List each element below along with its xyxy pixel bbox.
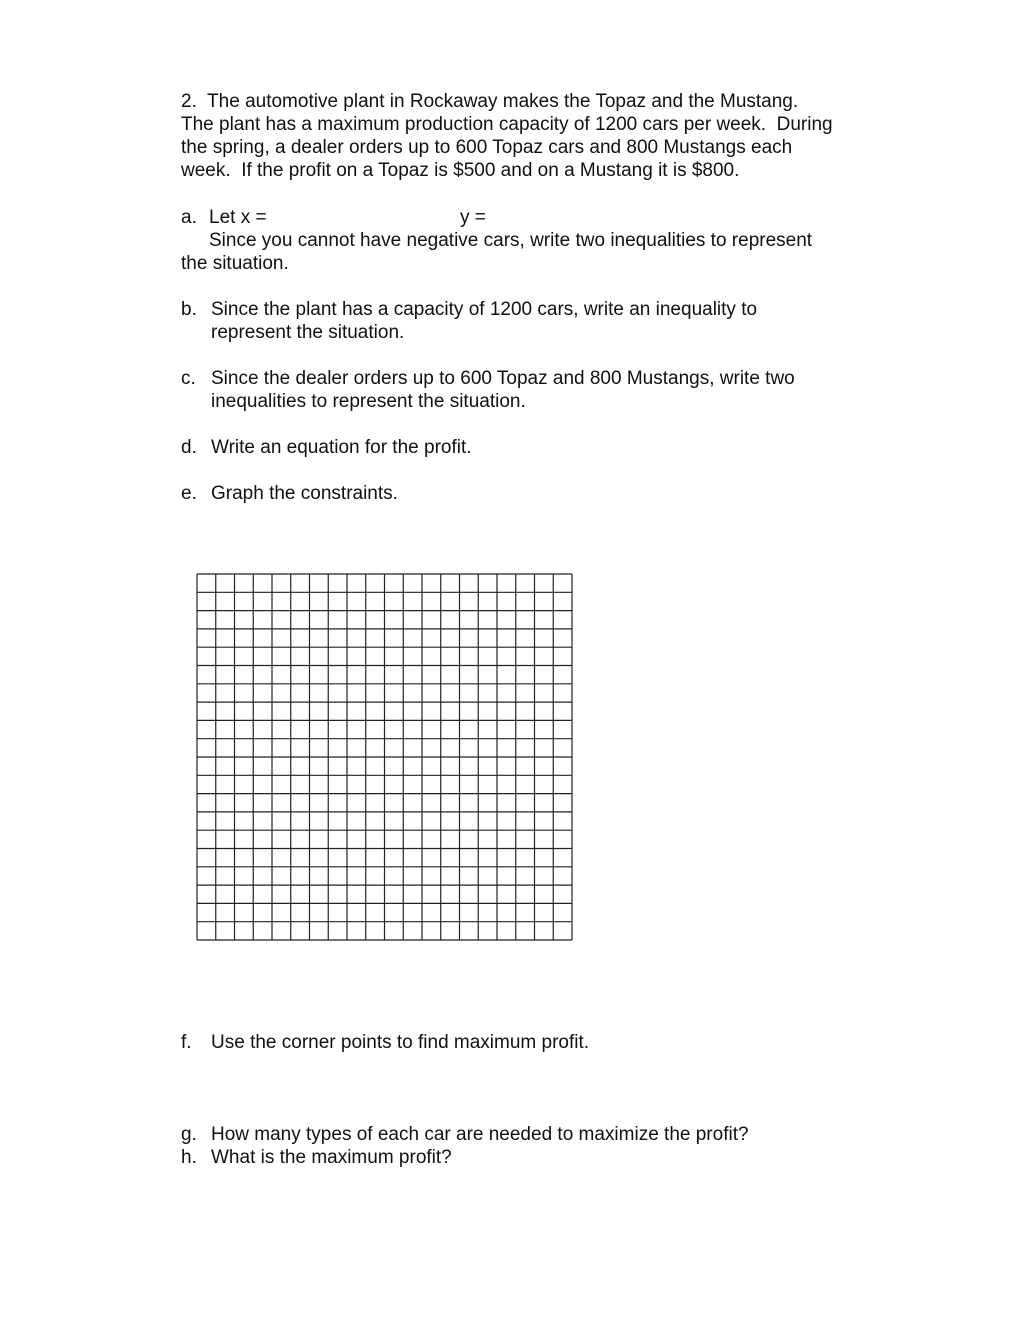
part-e-letter: e. [181, 483, 197, 504]
part-c-letter: c. [181, 368, 196, 389]
part-g-letter: g. [181, 1124, 197, 1145]
part-b-line-1: Since the plant has a capacity of 1200 cars, write an inequality to [211, 299, 758, 320]
part-b-letter: b. [181, 299, 197, 320]
part-a-line-3: the situation. [181, 253, 289, 274]
part-g-text: How many types of each car are needed to maximize the profit? [211, 1124, 749, 1145]
part-c-line-2: inequalities to represent the situation. [211, 391, 526, 412]
part-c-line-1: Since the dealer orders up to 600 Topaz and 800 Mustangs, write two [211, 368, 795, 389]
part-b-line-2: represent the situation. [211, 322, 405, 343]
part-e-text: Graph the constraints. [211, 483, 398, 504]
part-f-letter: f. [181, 1032, 192, 1053]
problem-line-1: 2. The automotive plant in Rockaway makes the Topaz and the Mustang. [181, 91, 799, 112]
part-a-letter: a. [181, 207, 197, 228]
graph-grid [196, 573, 574, 943]
part-a-let-y: y = [460, 207, 486, 228]
part-h-letter: h. [181, 1147, 197, 1168]
problem-line-2: The plant has a maximum production capacity of 1200 cars per week. During [181, 114, 833, 135]
part-d-letter: d. [181, 437, 197, 458]
part-h-text: What is the maximum profit? [211, 1147, 452, 1168]
problem-line-4: week. If the profit on a Topaz is $500 and on a Mustang it is $800. [181, 160, 740, 181]
part-d-text: Write an equation for the profit. [211, 437, 472, 458]
problem-line-3: the spring, a dealer orders up to 600 Topaz cars and 800 Mustangs each [181, 137, 793, 158]
part-a-line-2: Since you cannot have negative cars, write two inequalities to represent [209, 230, 813, 251]
part-a-let-x: Let x = [209, 207, 267, 228]
part-f-text: Use the corner points to find maximum profit. [211, 1032, 590, 1053]
